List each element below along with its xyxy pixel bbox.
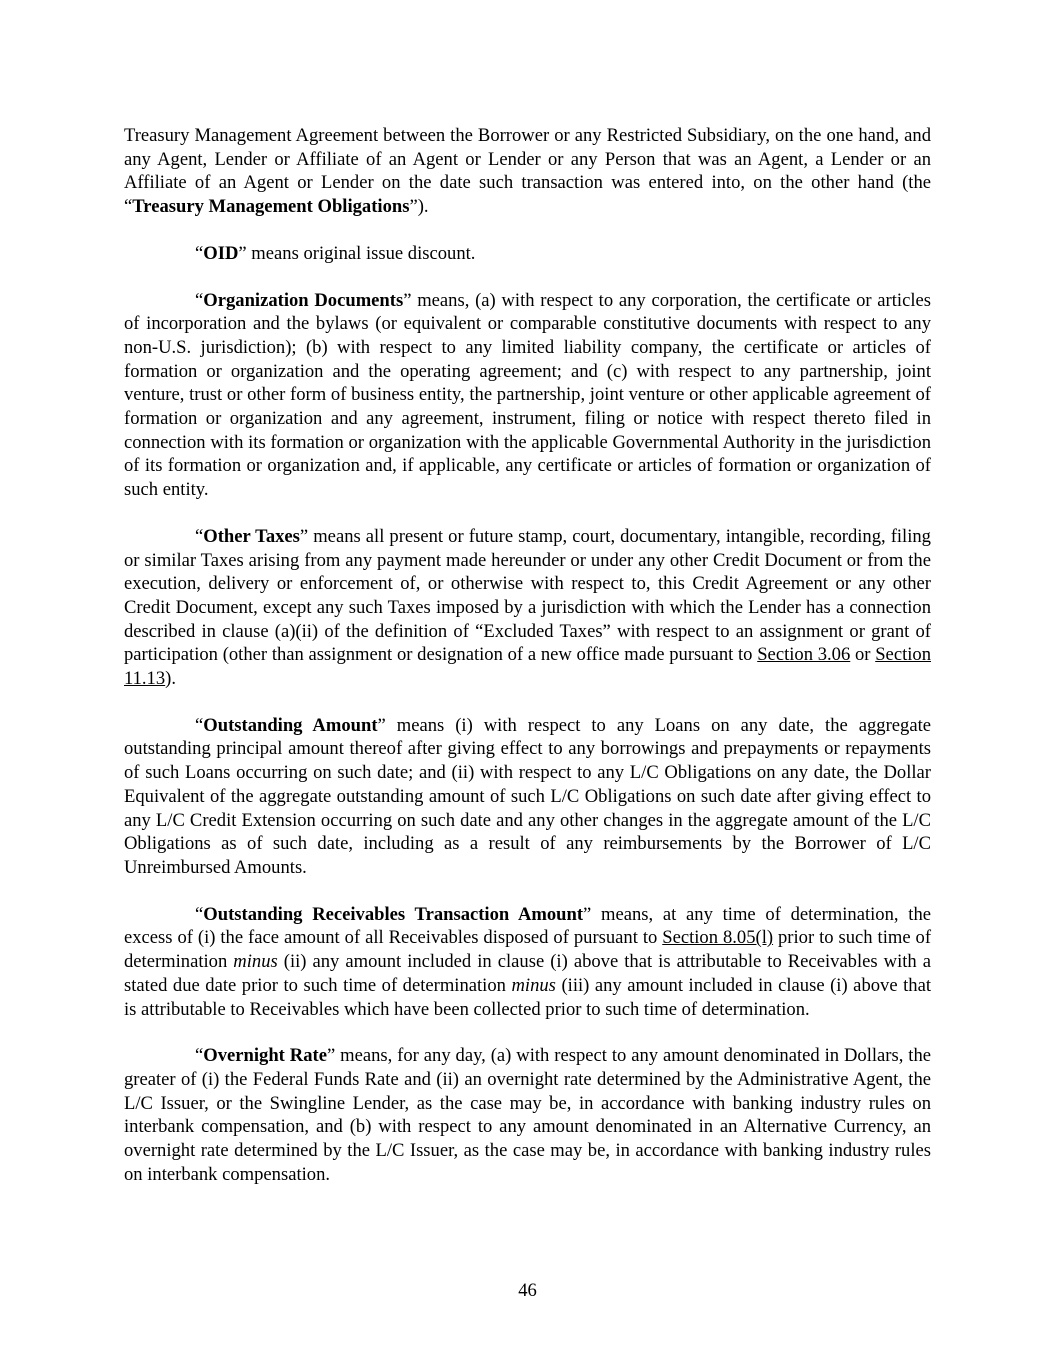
paragraph-text: Treasury Management Agreement between the Borrower or any Restricted Subsidiary, on the one hand, and any Agent, Lender or Affiliate of an Agent or Lender or any Person that was an Agent, a Lender or an Affiliate of an Agent or Lender on the date such transaction was entered into, on the other hand (the “ [124,125,931,218]
defined-term: Other Taxes [203,525,300,547]
defined-term: Treasury Management Obligations [132,196,410,218]
defined-term: Outstanding Amount [203,714,378,736]
definition-text: or [850,644,876,666]
definition-outstanding-receivables-transaction-amount [124,903,931,1022]
definition-text: ” means (i) with respect to any Loans on any date, the aggregate outstanding principal amount thereof after giving effect to any borrowings and prepayments or repayments of such Loans occurring on such date; and (ii) with respect to any L/C Obligations on any date, the Dollar Equivalent of the aggregate outstanding amount of such L/C Obligations on such date after giving effect to any L/C Credit Extension occurring on such date and any other changes in the aggregate amount of the L/C Obligations as of such date, including as a result of any reimbursements by the Borrower of L/C Unreimbursed Amounts. [124,714,931,878]
defined-term: Organization Documents [203,289,404,311]
definition-outstanding-amount [124,714,931,880]
paragraph-text: ”). [409,196,429,218]
paragraph-treasury-management-continuation [124,124,931,219]
defined-term: Overnight Rate [203,1045,327,1067]
document-page [124,124,931,1209]
section-reference-link[interactable]: Section 11.13 [124,644,931,690]
section-reference-link[interactable]: Section 3.06 [757,644,851,666]
section-reference-link[interactable]: Section 8.05(l) [662,927,774,949]
definition-text: ). [165,668,176,690]
definition-text: ” means original issue discount. [238,242,476,264]
definition-text: ” means, at any time of determination, the excess of (i) the face amount of all Receivables disposed of pursuant to [124,903,931,949]
emphasis-minus: minus [233,951,278,973]
emphasis-minus: minus [511,974,556,996]
page-number: 46 [518,1280,537,1301]
open-quote: “ [195,525,204,547]
defined-term: OID [203,242,239,264]
definition-text: (iii) any amount included in clause (i) above that is attributable to Receivables which have been collected prior to such time of determination. [124,974,931,1020]
definition-text: ” means, for any day, (a) with respect to any amount denominated in Dollars, the greater of (i) the Federal Funds Rate and (ii) an overnight rate determined by the Administrative Agent, the L/C Issuer, or the Swingline Lender, as the case may be, in accordance with banking industry rules on interbank compensation, and (b) with respect to any amount denominated in an Alternative Currency, an overnight rate determined by the L/C Issuer, as the case may be, in accordance with banking industry rules on interbank compensation. [124,1045,931,1185]
definition-text: prior to such time of determination [124,927,932,973]
definition-other-taxes [124,525,931,691]
open-quote: “ [195,289,204,311]
definition-organization-documents [124,289,931,502]
definition-overnight-rate [124,1044,931,1186]
open-quote: “ [195,1045,204,1067]
open-quote: “ [195,903,204,925]
definition-text: (ii) any amount included in clause (i) above that is attributable to Receivables with a stated due date prior to such time of determination [124,951,931,996]
open-quote: “ [195,242,204,264]
defined-term: Outstanding Receivables Transaction Amount [203,903,584,925]
definition-text: ” means, (a) with respect to any corporation, the certificate or articles of incorporation and the bylaws (or equivalent or comparable constitutive documents with respect to any non-U.S. jurisdiction); (b) with respect to any limited liability company, the certificate or articles of formation or organization and the operating agreement; and (c) with respect to any partnership, joint venture, trust or other form of business entity, the partnership, joint venture or other applicable agreement of formation or organization and any agreement, instrument, filing or notice with respect thereto filed in connection with its formation or organization with the applicable Governmental Authority in the jurisdiction of its formation or organization and, if applicable, any certificate or articles of formation or organization of such entity. [124,289,931,501]
definition-oid [124,242,931,266]
definition-text: ” means all present or future stamp, court, documentary, intangible, recording, filing or similar Taxes arising from any payment made hereunder or under any other Credit Document or from the execution, delivery or enforcement of, or otherwise with respect to, this Credit Agreement or any other Credit Document, except any such Taxes imposed by a jurisdiction with which the Lender has a connection described in clause (a)(ii) of the definition of “Excluded Taxes” with respect to an assignment or grant of participation (other than assignment or designation of a new office made pursuant to [124,525,931,666]
open-quote: “ [195,714,204,736]
